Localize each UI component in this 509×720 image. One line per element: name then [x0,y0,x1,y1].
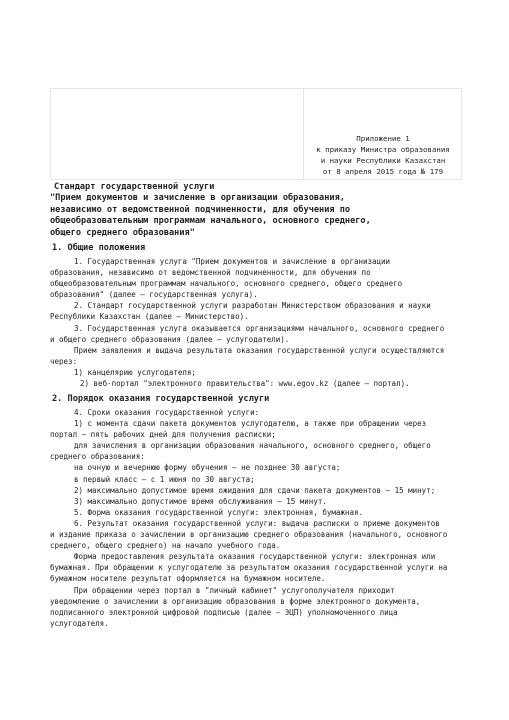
paragraph-line: через: [50,356,78,366]
paragraph-line: уведомление о зачислении в организацию образования в форме электронного документа, [50,596,421,606]
paragraph-line: образования, независимо от ведомственной подчиненности, для обучения по [50,268,371,278]
appendix-line: от 8 апреля 2015 года № 179 [322,167,444,176]
paragraph-line: 5. Форма оказания государственной услуги: электронная, бумажная. [74,507,363,517]
paragraph-line: среднего образования: [50,452,145,462]
paragraph-line: 2. Стандарт государственной услуги разработан Министерством образования и науки [74,301,431,311]
title-line: общеобразовательным программам начального, основного среднего, [50,216,371,227]
paragraph-line: для зачисления в организации образования начального, основного среднего, общего [74,441,431,451]
paragraph-line: 1) канцелярию услугодателя; [74,367,196,377]
paragraph-line: услугодателя. [50,618,109,628]
section-heading-general: 1. Общие положения [52,243,146,253]
appendix-line: к приказу Министра образования [316,145,450,154]
paragraph-line: 2) максимально допустимое время ожидания для сдачи пакета документов – 15 минут; [74,485,436,495]
paragraph-line: среднего, общего среднего) на начало учебного года. [50,541,281,551]
document-title [50,182,470,239]
paragraph-line: на очную и вечернюю форму обучения – не позднее 30 августа; [74,463,341,473]
section-general-body [50,256,470,389]
title-line: Стандарт государственной услуги [54,182,215,192]
paragraph-line: 2) веб-портал "электронного правительства": www.egov.kz (далее – портал). [80,379,410,389]
paragraph-line: 4. Сроки оказания государственной услуги: [74,408,260,417]
paragraph-line: образования" (далее – государственная услуга). [50,290,258,300]
paragraph-line: бумажная. При обращении к услугодателю за результатом оказания государственной услуги на [50,563,448,573]
paragraph-line: Форма предоставления результата оказания государственной услуги: электронная или [74,552,436,562]
paragraph-line: подписанного электронной цифровой подписью (далее – ЭЦП) уполномоченного лица [50,607,398,617]
header-table-divider [303,88,304,180]
appendix-line: и науки Республики Казахстан [320,156,446,165]
paragraph-line: портал – пять рабочих дней для получения расписки; [50,430,276,440]
paragraph-line: 6. Результат оказания государственной услуги: выдача расписки о приеме документов [74,518,440,528]
section-procedure-body [50,407,470,629]
section-heading-procedure: 2. Порядок оказания государственной услуги [52,394,270,404]
paragraph-line: Прием заявления и выдача результата оказания государственной услуги осуществляются [74,345,445,355]
appendix-line: Приложение 1 [356,134,410,143]
paragraph-line: бумажном носителе результат оформляется на бумажном носителе. [50,574,326,584]
paragraph-line: 1) с момента сдачи пакета документов услугодателю, а также при обращении через [74,419,427,429]
paragraph-line: в первый класс – с 1 июня по 30 августа; [74,474,255,484]
title-line: общего среднего образования" [50,227,195,238]
paragraph-line: Республики Казахстан (далее – Министерство). [50,312,249,322]
paragraph-line: 1. Государственная услуга "Прием документов и зачисление в организации [74,257,391,266]
title-line: независимо от ведомственной подчиненности, для обучения по [50,204,351,215]
paragraph-line: При обращении через портал в "личный кабинет" услугополучателя приходит [74,585,395,595]
paragraph-line: 3. Государственная услуга оказывается организациями начального, основного среднего [74,323,445,333]
paragraph-line: и издание приказа о зачислении в организацию среднего образования (начального, основного [50,530,448,540]
appendix-block [306,133,460,177]
paragraph-line: и общего среднего образования (далее – услугодатели). [50,334,290,344]
paragraph-line: 3) максимально допустимое время обслуживания – 15 минут. [74,496,327,506]
title-line: "Прием документов и зачисление в организации образования, [50,193,345,204]
paragraph-line: общеобразовательным программам начального, основного среднего, общего среднего [50,279,403,289]
